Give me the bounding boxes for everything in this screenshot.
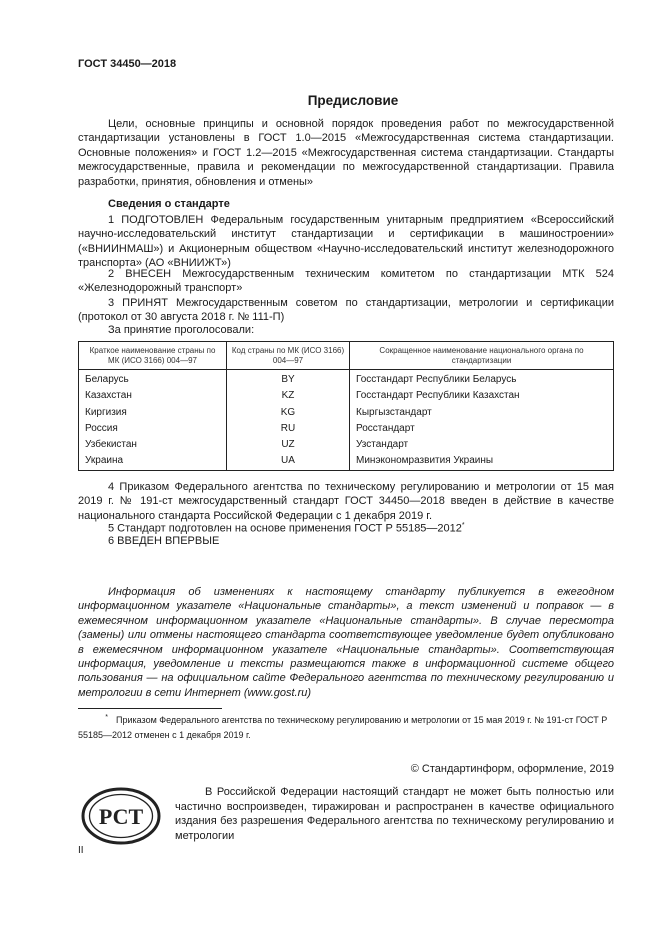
table-row — [79, 388, 614, 404]
logo-text: РСТ — [98, 804, 144, 829]
code-cell: BY — [227, 370, 350, 389]
table-row — [79, 421, 614, 437]
voted-caption: За принятие проголосовали: — [108, 324, 255, 336]
code-cell: UA — [227, 453, 350, 470]
foreword-intro: Цели, основные принципы и основной порядок проведения работ по межгосударственной стандартизации установлены в ГОСТ 1.0—2015 «Межгосударственная система стандартизации. Основные положения» и ГОСТ 1.2—2015 «Межгосударственная система стандартизации. Стандарты межгосударственные, правила и рекомендации по межгосударственной стандартизации. Правила разработки, принятия, обновления и отмены» — [78, 118, 614, 188]
about-item-4: 4 Приказом Федерального агентства по техническому регулированию и метрологии от 15 мая 2019 г. № 191-ст межгосударственный стандарт ГОСТ 34450—2018 введен в действие в качестве национального стандарта Российской Федерации с 1 декабря 2019 г. — [78, 481, 614, 522]
rst-mark-icon — [80, 786, 162, 846]
footnote-divider — [78, 708, 222, 709]
body-cell: Госстандарт Республики Казахстан — [350, 388, 614, 404]
country-cell: Россия — [79, 421, 227, 437]
country-cell: Беларусь — [79, 370, 227, 389]
table-row — [79, 370, 614, 389]
country-cell: Киргизия — [79, 405, 227, 421]
table-row — [79, 437, 614, 453]
voting-table — [78, 341, 614, 471]
body-cell: Росстандарт — [350, 421, 614, 437]
country-cell: Казахстан — [79, 388, 227, 404]
country-cell: Украина — [79, 453, 227, 470]
about-item-3: 3 ПРИНЯТ Межгосударственным советом по стандартизации, метрологии и сертификации (протокол от 30 августа 2018 г. № 111-П) — [78, 297, 614, 324]
about-heading: Сведения о стандарте — [108, 198, 230, 210]
column-header-body: Сокращенное наименование национального органа по стандартизации — [350, 342, 614, 370]
country-cell: Узбекистан — [79, 437, 227, 453]
copyright: © Стандартинформ, оформление, 2019 — [410, 763, 614, 775]
table-row — [79, 405, 614, 421]
body-cell: Узстандарт — [350, 437, 614, 453]
about-item-2: 2 ВНЕСЕН Межгосударственным техническим комитетом по стандартизации МТК 524 «Железнодорожный транспорт» — [78, 268, 614, 295]
about-item-1: 1 ПОДГОТОВЛЕН Федеральным государственным унитарным предприятием «Всероссийский научно-исследовательский институт стандартизации и сертификации в машиностроении» («ВНИИНМАШ») и Акционерным обществом «Научно-исследовательский институт железнодорожного транспорта» (АО «ВНИИЖТ») — [78, 214, 614, 270]
footnote-text: Приказом Федерального агентства по техническому регулированию и метрологии от 15 мая 2019 г. № 191-ст ГОСТ Р 55185—2012 отменен с 1 декабря 2019 г. — [78, 715, 608, 740]
footnote-mark: * — [105, 714, 108, 721]
page-title: Предисловие — [307, 93, 399, 108]
code-cell: KZ — [227, 388, 350, 404]
table-row — [79, 453, 614, 470]
page-number: II — [78, 845, 84, 856]
body-cell: Госстандарт Республики Беларусь — [350, 370, 614, 389]
standard-code: ГОСТ 34450—2018 — [78, 58, 177, 70]
code-cell: KG — [227, 405, 350, 421]
table-header-row — [79, 342, 614, 370]
column-header-country: Краткое наименование страны по МК (ИСО 3166) 004—97 — [79, 342, 227, 370]
code-cell: UZ — [227, 437, 350, 453]
code-cell: RU — [227, 421, 350, 437]
body-cell: Минэкономразвития Украины — [350, 453, 614, 470]
about-item-5-text: 5 Стандарт подготовлен на основе применения ГОСТ Р 55185—2012 — [108, 522, 462, 535]
info-notice: Информация об изменениях к настоящему стандарту публикуется в ежегодном информационном указателе «Национальные стандарты», а текст изменений и поправок — в ежемесячном информационном указателе «Национальные стандарты». В случае пересмотра (замены) или отмены настоящего стандарта соответствующее уведомление будет опубликовано в ежемесячном информационном указателе «Национальные стандарты». Соответствующая информация, уведомление и тексты размещаются также в информационной системе общего пользования — на официальном сайте Федерального агентства по техническому регулированию и метрологии в сети Интернет (www.gost.ru) — [78, 586, 614, 699]
footnote — [78, 713, 614, 742]
body-cell: Кыргызстандарт — [350, 405, 614, 421]
footnote-ref-mark: * — [461, 522, 465, 529]
about-item-6: 6 ВВЕДЕН ВПЕРВЫЕ — [108, 535, 220, 547]
reproduction-notice: В Российской Федерации настоящий стандарт не может быть полностью или частично воспроизведен, тиражирован и распространен в качестве официального издания без разрешения Федерального агентства по техническому регулированию и метрологии — [175, 786, 614, 842]
column-header-code: Код страны по МК (ИСО 3166) 004—97 — [227, 342, 350, 370]
